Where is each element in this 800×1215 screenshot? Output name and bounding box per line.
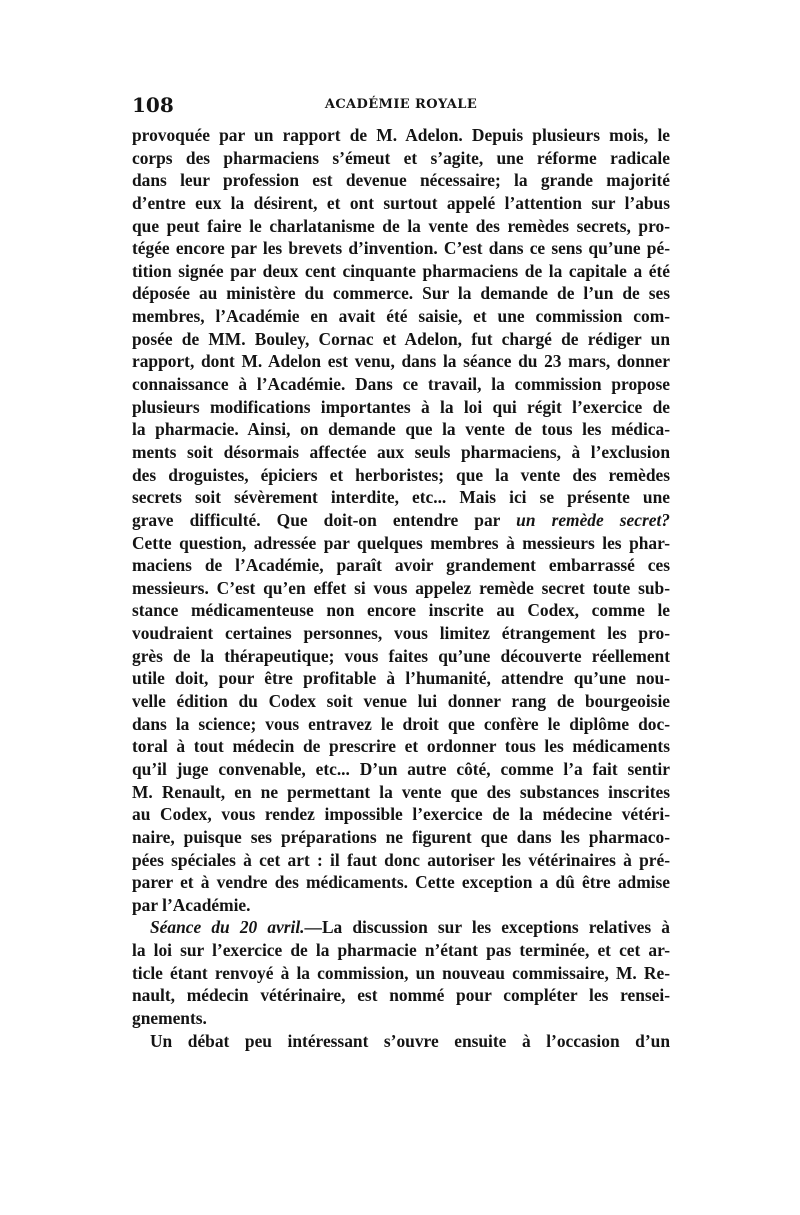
- text-line: tégée encore par les brevets d’invention. C’est dans ce sens qu’une pé-: [132, 238, 670, 259]
- text-run: —La discussion sur les exceptions relatives à: [304, 917, 670, 938]
- text-line: dans leur profession est devenue nécessaire; la grande majorité: [132, 170, 670, 191]
- text-line: la loi sur l’exercice de la pharmacie n’étant pas terminée, et cet ar-: [132, 940, 670, 961]
- text-line: la pharmacie. Ainsi, on demande que la vente de tous les médica-: [132, 419, 670, 440]
- text-run: grave difficulté. Que doit-on entendre par: [132, 509, 517, 530]
- text-line: grès de la thérapeutique; vous faites qu’une découverte réellement: [132, 645, 670, 666]
- text-line: naire, puisque ses préparations ne figurent que dans les pharmaco-: [132, 826, 670, 847]
- running-head: ACADÉMIE ROYALE: [324, 97, 478, 112]
- italic-phrase: un remède secret?: [516, 509, 670, 530]
- text-line: par l’Académie.: [132, 894, 251, 915]
- text-line: pées spéciales à cet art : il faut donc autoriser les vétérinaires à pré-: [132, 849, 670, 870]
- page-number: 108: [132, 93, 174, 117]
- text-line: corps des pharmaciens s’émeut et s’agite, une réforme radicale: [132, 147, 670, 168]
- text-line: messieurs. C’est qu’en effet si vous appelez remède secret toute sub-: [132, 577, 670, 598]
- text-line: membres, l’Académie en avait été saisie, et une commission com-: [132, 306, 670, 327]
- session-heading: Séance du 20 avril.: [150, 917, 305, 938]
- text-line: posée de MM. Bouley, Cornac et Adelon, fut chargé de rédiger un: [132, 328, 670, 349]
- text-line: rapport, dont M. Adelon est venu, dans la séance du 23 mars, donner: [132, 351, 670, 372]
- text-line: velle édition du Codex soit venue lui donner rang de bourgeoisie: [132, 691, 670, 712]
- text-line: M. Renault, en ne permettant la vente que des substances inscrites: [132, 781, 670, 802]
- text-line: tition signée par deux cent cinquante pharmaciens de la capitale a été: [132, 260, 670, 281]
- text-line: stance médicamenteuse non encore inscrite au Codex, comme le: [132, 600, 670, 621]
- text-line: [132, 916, 670, 939]
- text-line: provoquée par un rapport de M. Adelon. Depuis plusieurs mois, le: [132, 125, 670, 145]
- text-line: utile doit, pour être profitable à l’humanité, attendre qu’une nou-: [132, 668, 670, 689]
- text-line: ments soit désormais affectée aux seuls pharmaciens, à l’exclusion: [132, 441, 670, 462]
- text-line: voudraient certaines personnes, vous limitez étrangement les pro-: [132, 623, 670, 644]
- text-line: ticle étant renvoyé à la commission, un nouveau commissaire, M. Re-: [132, 962, 670, 983]
- text-line: déposée au ministère du commerce. Sur la demande de l’un de ses: [132, 283, 670, 304]
- text-line: toral à tout médecin de prescrire et ordonner tous les médicaments: [132, 736, 670, 757]
- text-line: qu’il juge convenable, etc... D’un autre côté, comme l’a fait sentir: [132, 758, 670, 779]
- text-line: d’entre eux la désirent, et ont surtout appelé l’attention sur l’abus: [132, 192, 670, 213]
- text-line: Un débat peu intéressant s’ouvre ensuite à l’occasion d’un: [150, 1030, 670, 1051]
- text-line: [132, 509, 670, 532]
- text-line: plusieurs modifications importantes à la loi qui régit l’exercice de: [132, 396, 670, 417]
- text-line: des droguistes, épiciers et herboristes; que la vente des remèdes: [132, 464, 670, 485]
- text-line: maciens de l’Académie, paraît avoir grandement embarrassé ces: [132, 555, 670, 576]
- text-line: que peut faire le charlatanisme de la vente des remèdes secrets, pro-: [132, 215, 670, 236]
- text-line: parer et à vendre des médicaments. Cette exception a dû être admise: [132, 872, 670, 893]
- text-line: gnements.: [132, 1007, 207, 1028]
- text-line: Cette question, adressée par quelques membres à messieurs les phar-: [132, 532, 670, 553]
- page-header: [132, 93, 670, 117]
- text-line: secrets soit sévèrement interdite, etc... Mais ici se présente une: [132, 487, 670, 508]
- text-line: nault, médecin vétérinaire, est nommé pour compléter les rensei-: [132, 985, 670, 1006]
- text-line: au Codex, vous rendez impossible l’exercice de la médecine vétéri-: [132, 804, 670, 825]
- text-line: dans la science; vous entravez le droit que confère le diplôme doc-: [132, 713, 670, 734]
- text-line: connaissance à l’Académie. Dans ce travail, la commission propose: [132, 374, 670, 395]
- body-text: [132, 124, 670, 1052]
